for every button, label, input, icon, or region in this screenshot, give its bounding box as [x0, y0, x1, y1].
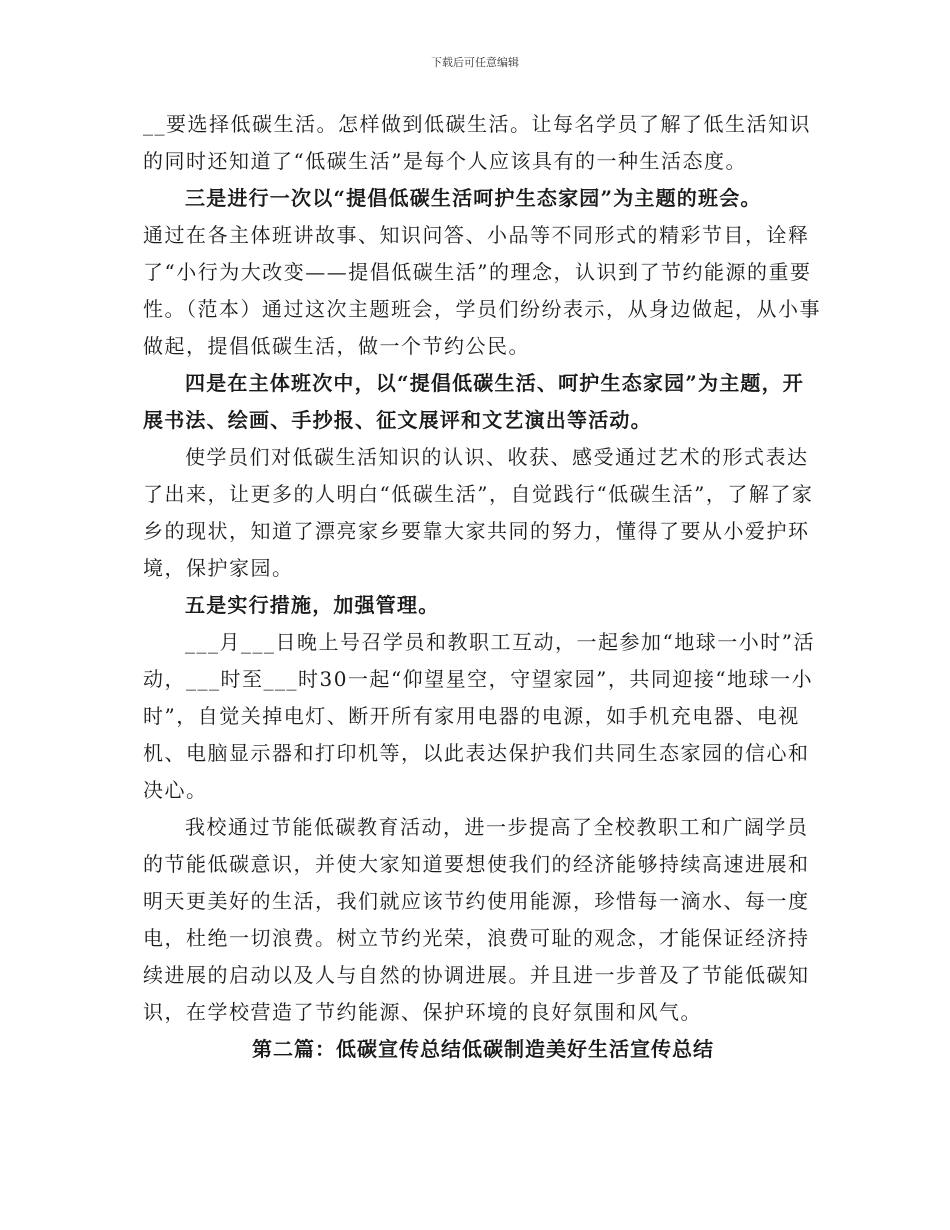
paragraph-4-heading: 四是在主体班次中，以“提倡低碳生活、呵护生态家园”为主题，开展书法、绘画、手抄报、征文展评和文艺演出等活动。 [143, 371, 805, 432]
paragraph-8: 我校通过节能低碳教育活动，进一步提高了全校教职工和广阔学员的节能低碳意识，并使大家知道要想使我们的经济能够持续高速进展和明天更美好的生活，我们就应该节约使用能源，珍惜每一滴水、每一度电，杜绝一切浪费。树立节约光荣，浪费可耻的观念，才能保证经济持续进展的启动以及人与自然的协调进展。并且进一步普及了节能低碳知识，在学校营造了节约能源、保护环境的良好氛围和风气。 [143, 815, 810, 1024]
paragraph-2-heading: 三是进行一次以“提倡低碳生活呵护生态家园”为主题的班会。 [185, 186, 762, 210]
paragraph-5: 使学员们对低碳生活知识的认识、收获、感受通过艺术的形式表达了出来，让更多的人明白“低碳生活”，自觉践行“低碳生活”，了解了家乡的现状，知道了漂亮家乡要靠大家共同的努力，懂得了要从小爱护环境，保护家园。 [143, 445, 814, 580]
page-header: 下载后可任意编辑 [431, 56, 519, 69]
paragraph-6-heading: 五是实行措施，加强管理。 [185, 593, 440, 617]
paragraph-3: 通过在各主体班讲故事、知识问答、小品等不同形式的精彩节目，诠释了“小行为大改变——提倡低碳生活”的理念，认识到了节约能源的重要性。（范本）通过这次主题班会，学员们纷纷表示，从身边做起，从小事做起，提倡低碳生活，做一个节约公民。 [143, 223, 821, 358]
paragraph-7: ___月___日晚上号召学员和教职工互动，一起参加“地球一小时”活动，___时至___时30一起“仰望星空，守望家园”，共同迎接“地球一小时”，自觉关掉电灯、断开所有家用电器的电源，如手机充电器、电视机、电脑显示器和打印机等，以此表达保护我们共同生态家园的信心和决心。 [143, 630, 815, 802]
section-title: 第二篇：低碳宣传总结低碳制造美好生活宣传总结 [252, 1037, 714, 1061]
document-body [143, 106, 823, 1068]
paragraph-1: __要选择低碳生活。怎样做到低碳生活。让每名学员了解了低生活知识的同时还知道了“低碳生活”是每个人应该具有的一种生活态度。 [143, 112, 811, 173]
